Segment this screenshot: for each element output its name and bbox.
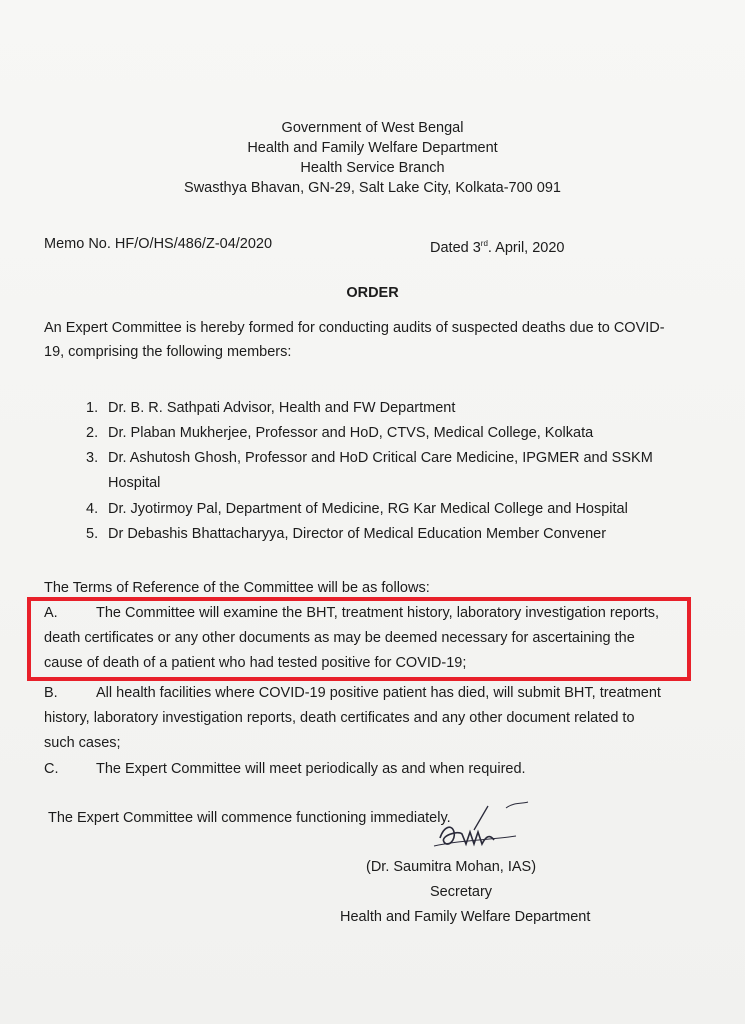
memo-date: Dated 3rd. April, 2020 xyxy=(430,239,565,256)
memo-number: Memo No. HF/O/HS/486/Z-04/2020 xyxy=(44,236,273,252)
header-department: Health and Family Welfare Department xyxy=(247,140,498,156)
term-a-line-2: death certificates or any other documents as may be deemed necessary for ascertaining the xyxy=(44,630,635,646)
signatory-name: (Dr. Saumitra Mohan, IAS) xyxy=(366,859,537,875)
member-text: Dr. Plaban Mukherjee, Professor and HoD, CTVS, Medical College, Kolkata xyxy=(108,425,594,441)
member-text: Dr Debashis Bhattacharyya, Director of Medical Education Member Convener xyxy=(108,526,607,542)
term-c-label: C. xyxy=(44,761,59,777)
term-a-line-1: The Committee will examine the BHT, treatment history, laboratory investigation reports, xyxy=(96,605,660,621)
member-text: Dr. Ashutosh Ghosh, Professor and HoD Critical Care Medicine, IPGMER and SSKM xyxy=(108,450,653,466)
signatory-department: Health and Family Welfare Department xyxy=(340,909,591,925)
member-text: Dr. Jyotirmoy Pal, Department of Medicine, RG Kar Medical College and Hospital xyxy=(108,501,628,517)
header-branch: Health Service Branch xyxy=(300,160,445,176)
intro-line-2: 19, comprising the following members: xyxy=(44,344,292,360)
member-num: 3. xyxy=(86,450,99,466)
terms-intro: The Terms of Reference of the Committee will be as follows: xyxy=(44,580,430,596)
member-text: Dr. B. R. Sathpati Advisor, Health and FW Department xyxy=(108,400,456,416)
member-num: 1. xyxy=(86,400,99,416)
term-b-line-1: All health facilities where COVID-19 positive patient has died, will submit BHT, treatment xyxy=(96,685,661,701)
term-b-line-2: history, laboratory investigation reports, death certificates and any other document related to xyxy=(44,710,635,726)
member-num: 5. xyxy=(86,526,99,542)
member-text-cont: Hospital xyxy=(108,475,161,491)
page-title: ORDER xyxy=(346,285,399,301)
term-b-label: B. xyxy=(44,685,58,701)
term-b-line-3: such cases; xyxy=(44,735,121,751)
header-government: Government of West Bengal xyxy=(281,120,464,136)
member-num: 4. xyxy=(86,501,99,517)
member-num: 2. xyxy=(86,425,99,441)
header-address: Swasthya Bhavan, GN-29, Salt Lake City, Kolkata-700 091 xyxy=(184,180,561,196)
term-c-line-1: The Expert Committee will meet periodically as and when required. xyxy=(96,761,526,777)
term-a-line-3: cause of death of a patient who had tested positive for COVID-19; xyxy=(44,655,467,671)
signature-image xyxy=(430,800,540,860)
signatory-title: Secretary xyxy=(430,884,493,900)
term-a-label: A. xyxy=(44,605,58,621)
closing-statement: The Expert Committee will commence functioning immediately. xyxy=(48,810,451,826)
intro-line-1: An Expert Committee is hereby formed for conducting audits of suspected deaths due to COVID- xyxy=(44,320,665,336)
